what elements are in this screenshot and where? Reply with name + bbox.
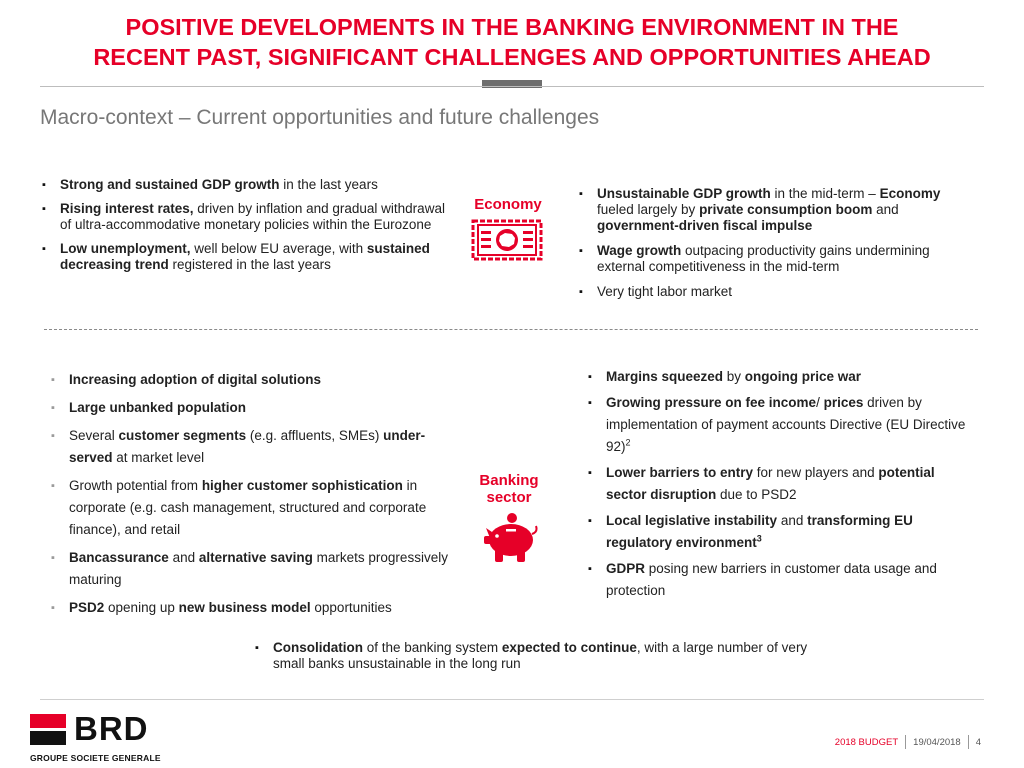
economy-opportunities-list <box>41 177 453 281</box>
list-item: ▪ Very tight labor market <box>578 284 978 300</box>
footer-divider <box>40 699 984 700</box>
logo: BRD <box>74 710 149 747</box>
logo-red-block <box>30 714 66 728</box>
footer-separator <box>968 735 969 749</box>
list-item: ▪ Low unemployment, well below EU average, with sustained decreasing trend registered in the last years <box>41 241 453 273</box>
list-item: ▪ Growing pressure on fee income/ prices driven by implementation of payment accounts Directive (EU Directive 92)$^2$ <box>587 392 977 458</box>
page-title: POSITIVE DEVELOPMENTS IN THE BANKING ENVIRONMENT IN THE RECENT PAST, SIGNIFICANT CHALLENGES AND OPPORTUNITIES AHEAD <box>93 14 931 70</box>
banknote-icon <box>467 217 547 263</box>
banking-sector-label: Banking sector <box>479 472 539 506</box>
list-item: ▪ Strong and sustained GDP growth in the last years <box>41 177 453 193</box>
list-item: ▪ Several customer segments (e.g. affluents, SMEs) under-served at market level <box>50 425 460 469</box>
footer-info <box>835 735 981 749</box>
list-item: ▪ Consolidation of the banking system expected to continue, with a large number of very small banks unsustainable in the long run <box>254 640 814 672</box>
list-item: ▪ Rising interest rates, driven by inflation and gradual withdrawal of ultra-accommodative monetary policies within the Eurozone <box>41 201 453 233</box>
page-subtitle: Macro-context – Current opportunities and future challenges <box>40 106 600 129</box>
list-item: ▪ Unsustainable GDP growth in the mid-term – Economy fueled largely by private consumption boom and government-driven fiscal impulse <box>578 186 978 234</box>
list-item: ▪ Large unbanked population <box>50 397 460 419</box>
banking-challenges-list <box>587 366 977 606</box>
list-item: ▪ Increasing adoption of digital solutions <box>50 369 460 391</box>
footer-separator <box>905 735 906 749</box>
economy-challenges-list <box>578 186 978 309</box>
section-divider <box>44 329 978 330</box>
list-item: ▪ Wage growth outpacing productivity gains undermining external competitiveness in the mid-term <box>578 243 978 275</box>
logo-subtitle: GROUPE SOCIETE GENERALE <box>30 753 161 763</box>
list-item: ▪ PSD2 opening up new business model opportunities <box>50 597 460 619</box>
economy-label: Economy <box>474 196 542 213</box>
list-item: ▪ Bancassurance and alternative saving markets progressively maturing <box>50 547 460 591</box>
list-item: ▪ Margins squeezed by ongoing price war <box>587 366 977 388</box>
list-item: ▪ Local legislative instability and transforming EU regulatory environment$^3$ <box>587 510 977 554</box>
title-divider <box>40 86 984 87</box>
banking-opportunities-list <box>50 369 460 625</box>
footer-date: 19/04/2018 <box>913 736 961 748</box>
logo-black-block <box>30 731 66 745</box>
footer-budget: 2018 BUDGET <box>834 736 899 748</box>
list-item: ▪ Lower barriers to entry for new players and potential sector disruption due to PSD2 <box>587 462 977 506</box>
consolidation-note <box>254 640 814 672</box>
list-item: ▪ Growth potential from higher customer sophistication in corporate (e.g. cash management, structured and corporate finance), and retail <box>50 475 460 541</box>
list-item: ▪ GDPR posing new barriers in customer data usage and protection <box>587 558 977 602</box>
page-number: 4 <box>975 736 981 748</box>
piggy-bank-icon <box>482 512 538 564</box>
